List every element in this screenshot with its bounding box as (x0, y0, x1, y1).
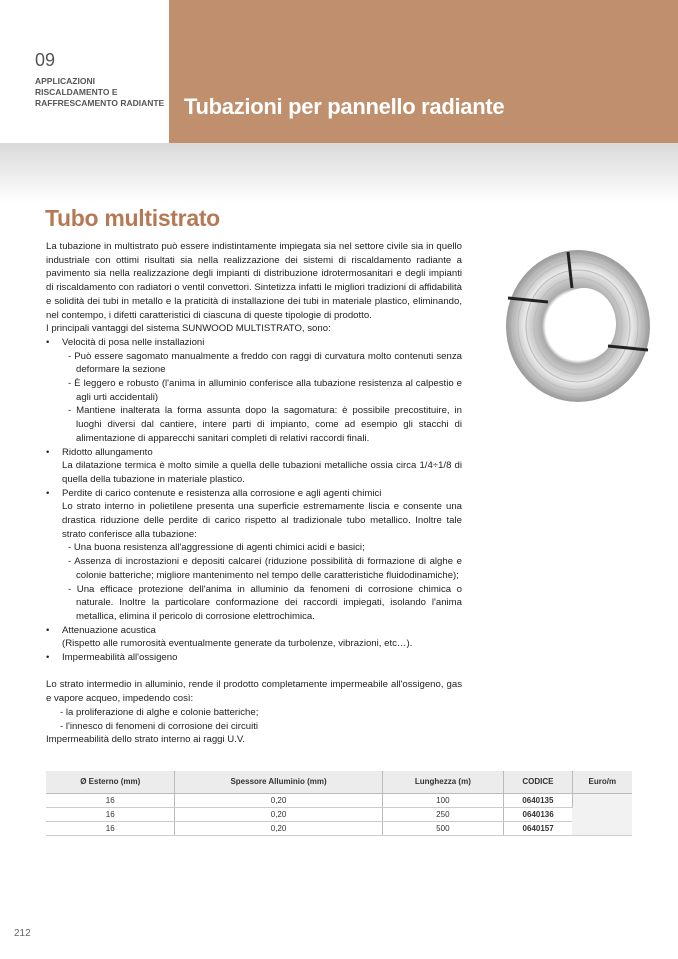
table-row (46, 807, 632, 821)
advantages-intro: I principali vantaggi del sistema SUNWOOD MULTISTRATO, sono: (46, 323, 331, 335)
column-header: Spessore Alluminio (mm) (175, 771, 382, 793)
header-band (169, 0, 678, 143)
cell: 16 (46, 793, 175, 807)
sub-item: - Assenza di incrostazioni e depositi calcarei (riduzione possibilità di formazione di alghe e colonie batteriche; migliore mantenimento nel tempo delle caratteristiche fluidodinamiche); (68, 556, 462, 581)
column-header: Euro/m (572, 771, 632, 793)
bullet-text: Perdite di carico contenute e resistenza alla corrosione e agli agenti chimici (62, 487, 382, 499)
list-item: • Impermeabilità all'ossigeno (46, 652, 178, 664)
cell: 250 (382, 807, 504, 821)
sub-item: - Una buona resistenza all'aggressione di agenti chimici acidi e basici; (68, 542, 365, 554)
sub-item: - la proliferazione di alghe e colonie batteriche; (60, 706, 259, 718)
table-row (46, 793, 632, 807)
sub-item: - È leggero e robusto (l'anima in alluminio conferisce alla tubazione resistenza al calpestio e agli urti accidentali) (68, 378, 462, 403)
cell: 16 (46, 807, 175, 821)
content-flow (46, 240, 632, 836)
sub-item: - Può essere sagomato manualmente a freddo con raggi di curvatura molto contenuti senza deformare la sezione (68, 350, 462, 376)
column-header: CODICE (504, 771, 573, 793)
bullet-desc: Lo strato interno in polietilene presenta una superficie estremamente liscia e consente una drastica riduzione delle perdite di carico rispetto al tradizionale tubo metallico. Inoltre tale strato conferisce alla tubazione: (62, 501, 462, 540)
cell: 0,20 (175, 793, 382, 807)
bullet-text: Attenuazione acustica (62, 624, 156, 636)
product-table (46, 771, 632, 836)
column-header: Lunghezza (m) (382, 771, 504, 793)
product-title: Tubo multistrato (45, 205, 220, 231)
cell: 0640157 (504, 821, 573, 835)
cell: 16 (46, 821, 175, 835)
chapter-number: 09 (35, 50, 56, 70)
body-text (46, 240, 462, 747)
column-header: Ø Esterno (mm) (46, 771, 175, 793)
sub-item: - Una efficace protezione dell'anima in alluminio da fenomeni di corrosione chimica o naturale. Inoltre la particolare conformazione dei raccordi impiegati, isolando l'anima metallica, elimina il pericolo di corrosione elettrochimica. (68, 583, 462, 622)
page-number: 212 (14, 928, 31, 939)
cell: 100 (382, 793, 504, 807)
bullet-desc: La dilatazione termica è molto simile a quella delle tubazioni metalliche ossia circa 1/4÷1/8 di quella della tubazione in materiale plastico. (62, 460, 462, 485)
section-label: APPLICAZIONI RISCALDAMENTO E RAFFRESCAMENTO RADIANTE (35, 76, 165, 108)
bullet-text: Ridotto allungamento (62, 446, 153, 458)
intro-paragraph: La tubazione in multistrato può essere indistintamente impiegata sia nel settore civile sia in quello industriale con ottimi risultati sia nella realizzazione dei sistemi di riscaldamento radiante a pavimento sia nella realizzazione degli impianti di distribuzione idrotermosanitari e degli impianti di riscaldamento con radiatori o ventil convettori. Sintetizza infatti le migliori tradizioni di affidabilità e solidità dei tubi in metallo e la praticità di installazione dei tubi in materiale plastico, eliminando, nel contempo, i difetti caratteristici di ciascuna di queste tipologie di prodotto. (46, 241, 462, 321)
list-item: • Velocità di posa nelle installazioni (46, 336, 205, 348)
header-shadow (0, 143, 678, 203)
cell: 0640136 (504, 807, 573, 821)
cell: 0640135 (504, 793, 573, 807)
table-row (46, 821, 632, 835)
page-title: Tubazioni per pannello radiante (184, 94, 505, 119)
bullet-text: Impermeabilità all'ossigeno (62, 652, 178, 664)
cell: 0,20 (175, 821, 382, 835)
list-item: • Ridotto allungamento (46, 446, 153, 458)
cell: 500 (382, 821, 504, 835)
price-cell (572, 793, 632, 835)
bullet-desc: (Rispetto alle rumorosità eventualmente generate da turbolenze, vibrazioni, etc…). (62, 638, 413, 650)
sub-item: - l'innesco di fenomeni di corrosione dei circuiti (60, 720, 259, 732)
uv-paragraph: Impermeabilità dello strato interno ai raggi U.V. (46, 734, 246, 746)
bullet-text: Velocità di posa nelle installazioni (62, 336, 205, 348)
list-item: • Attenuazione acustica (46, 624, 156, 636)
oxygen-paragraph: Lo strato intermedio in alluminio, rende il prodotto completamente impermeabile all'ossigeno, gas e vapore acqueo, impedendo così: (46, 679, 462, 705)
cell: 0,20 (175, 807, 382, 821)
sub-item: - Mantiene inalterata la forma assunta dopo la sagomatura: è possibile precostituire, in luoghi diversi dal cantiere, intere parti di impianto, come ad esempio gli stacchi di alimentazione di apparecchi sanitari completi di relativi raccordi finali. (68, 405, 462, 444)
list-item: • Perdite di carico contenute e resistenza alla corrosione e agli agenti chimici (46, 487, 382, 499)
